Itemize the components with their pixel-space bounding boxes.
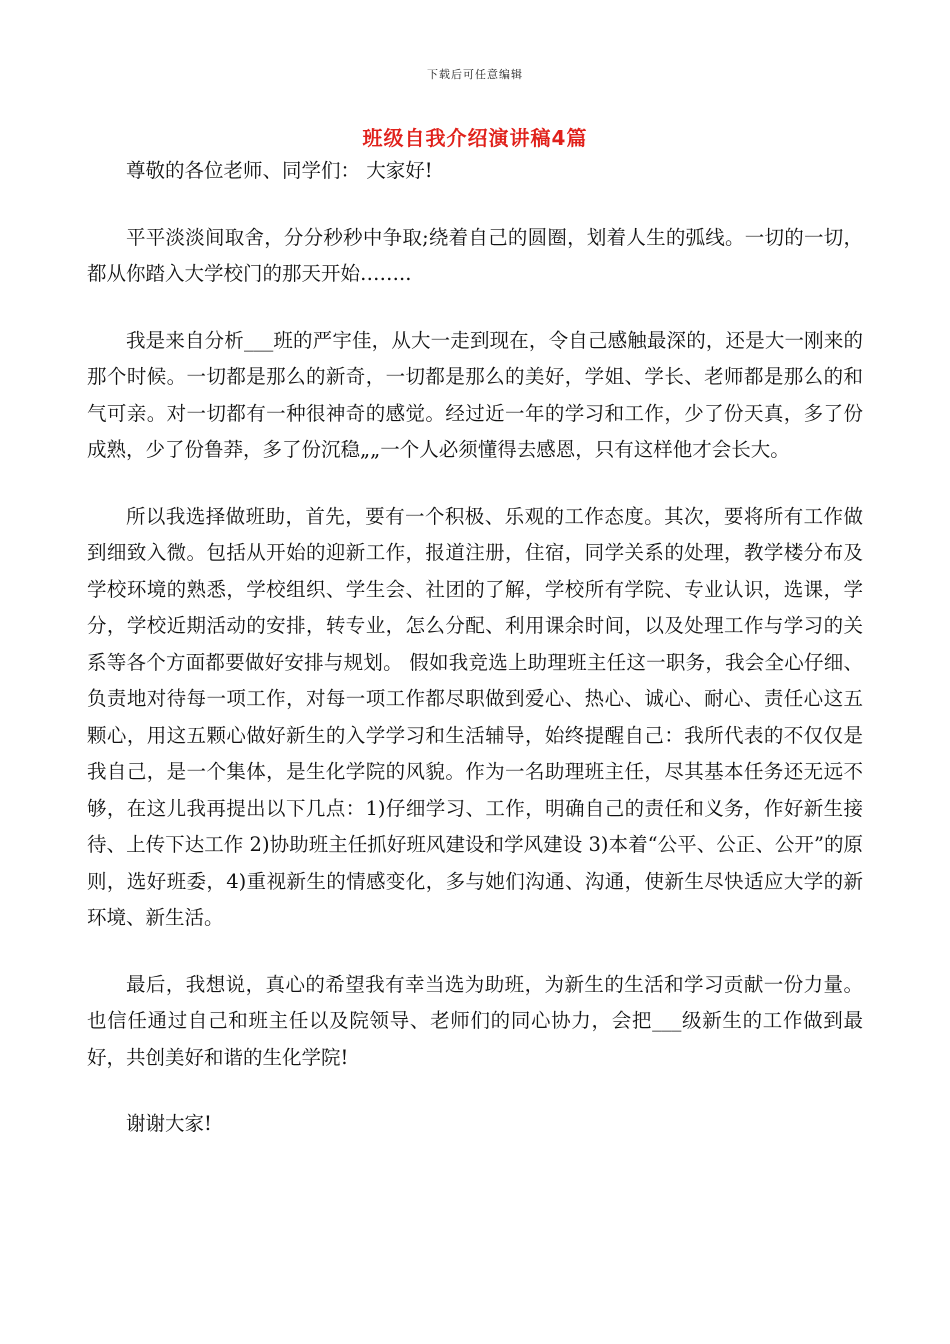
header-note: 下载后可任意编辑	[427, 68, 523, 81]
body-paragraph: 最后，我想说，真心的希望我有幸当选为助班，为新生的生活和学习贡献一份力量。也信任通过自己和班主任以及院领导、老师们的同心协力，会把___级新生的工作做到最好，共创美好和谐的生化学院!	[87, 972, 863, 1069]
body-paragraph: 我是来自分析___班的严宇佳，从大一走到现在，令自己感触最深的，还是大一刚来的那个时候。一切都是那么的新奇，一切都是那么的美好，学姐、学长、老师都是那么的和气可亲。对一切都有一种很神奇的感觉。经过近一年的学习和工作，少了份天真，多了份成熟，少了份鲁莽，多了份沉稳„„一个人必须懂得去感恩，只有这样他才会长大。	[87, 328, 863, 461]
document-title: 班级自我介绍演讲稿4篇	[362, 126, 588, 150]
salutation-paragraph: 尊敬的各位老师、同学们： 大家好!	[126, 159, 433, 182]
body-paragraph: 平平淡淡间取舍，分分秒秒中争取;绕着自己的圆圈，划着人生的弧线。一切的一切，都从你踏入大学校门的那天开始……..	[87, 225, 863, 285]
body-paragraph: 所以我选择做班助，首先，要有一个积极、乐观的工作态度。其次，要将所有工作做到细致入微。包括从开始的迎新工作，报道注册，住宿，同学关系的处理，教学楼分布及学校环境的熟悉，学校组织、学生会、社团的了解，学校所有学院、专业认识，选课，学分，学校近期活动的安排，转专业，怎么分配、利用课余时间，以及处理工作与学习的关系等各个方面都要做好安排与规划。 假如我竞选上助理班主任这一职务，我会全心仔细、负责地对待每一项工作，对每一项工作都尽职做到爱心、热心、诚心、耐心、责任心这五颗心，用这五颗心做好新生的入学学习和生活辅导，始终提醒自己：我所代表的不仅仅是我自己，是一个集体，是生化学院的风貌。作为一名助理班主任，尽其基本任务还无远不够，在这儿我再提出以下几点：1)仔细学习、工作，明确自己的责任和义务，作好新生接待、上传下达工作 2)协助班主任抓好班风建设和学风建设 3)本着“公平、公正、公开”的原则，选好班委，4)重视新生的情感变化，多与她们沟通、沟通，使新生尽快适应大学的新环境、新生活。	[87, 504, 863, 929]
document-body	[87, 153, 863, 1173]
closing-paragraph: 谢谢大家!	[126, 1112, 212, 1135]
